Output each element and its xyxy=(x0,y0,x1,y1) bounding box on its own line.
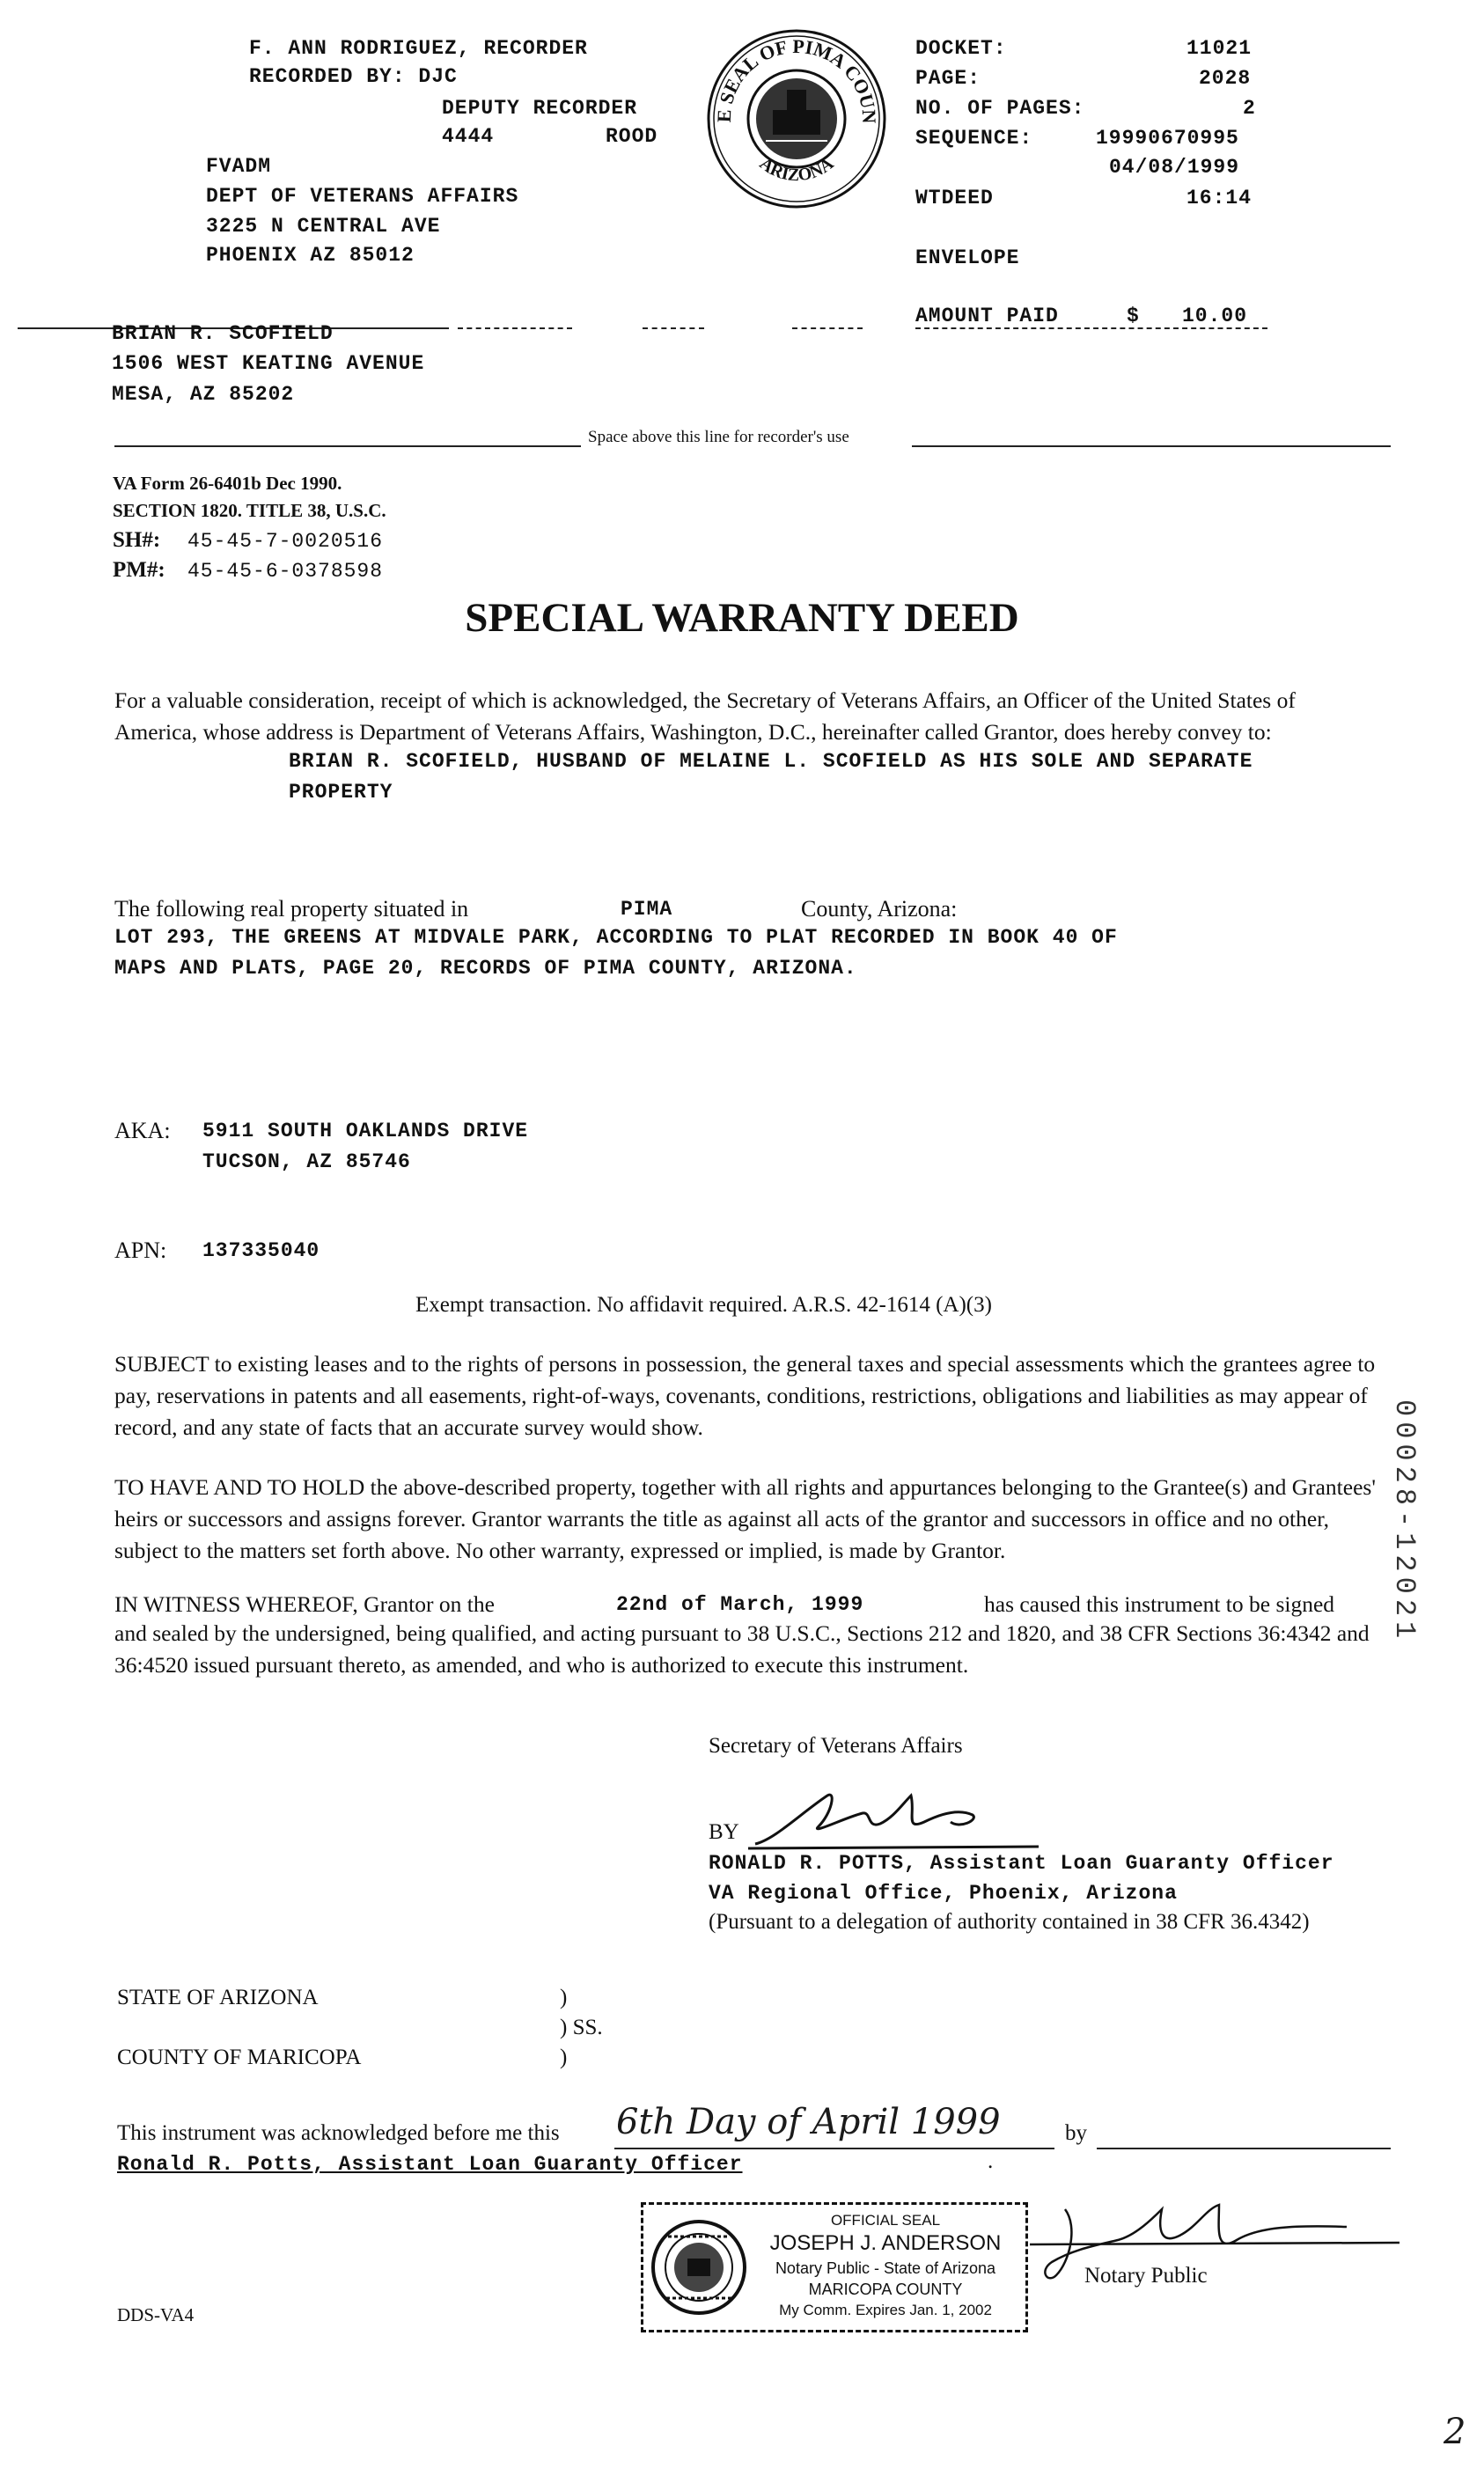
return-line-4: PHOENIX AZ 85012 xyxy=(206,244,415,267)
exempt-statement: Exempt transaction. No affidavit required. A.R.S. 42-1614 (A)(3) xyxy=(415,1293,992,1317)
grantee-address-line-1: BRIAN R. SCOFIELD xyxy=(112,322,334,345)
venue-ss: ) SS. xyxy=(560,2016,603,2039)
pages-label: NO. OF PAGES: xyxy=(915,97,1085,120)
page-value: 2028 xyxy=(1199,67,1252,90)
ack-date-handwritten: 6th Day of April 1999 xyxy=(616,2102,1001,2142)
grantee-address-line-2: 1506 WEST KEATING AVENUE xyxy=(112,352,425,375)
va-form-number: VA Form 26-6401b Dec 1990. xyxy=(113,473,342,494)
envelope-label: ENVELOPE xyxy=(915,246,1020,269)
grantee-line-2: PROPERTY xyxy=(289,781,393,804)
witness-date: 22nd of March, 1999 xyxy=(616,1593,864,1616)
seal-line-3: My Comm. Expires Jan. 1, 2002 xyxy=(779,2302,992,2318)
venue-state: STATE OF ARIZONA xyxy=(117,1986,319,2009)
habendum-paragraph: TO HAVE AND TO HOLD the above-described property, together with all rights and appurtances belonging to the Grantee(s) and Grantees' heirs or successors and assigns forever. Grantor warrants the title as against all acts of the grantor and successors in office and no other, subject to the matters set forth above. No other warranty, expressed or implied, is made by Grantor. xyxy=(114,1474,1376,1563)
signer-name-title: RONALD R. POTTS, Assistant Loan Guaranty Officer xyxy=(709,1852,1334,1875)
notary-public-label: Notary Public xyxy=(1084,2264,1208,2288)
arizona-state-seal-graphic xyxy=(650,2210,747,2325)
aka-line-1: 5911 SOUTH OAKLANDS DRIVE xyxy=(202,1120,529,1142)
delegation-note: (Pursuant to a delegation of authority contained in 38 CFR 36.4342) xyxy=(709,1910,1310,1934)
docket-label: DOCKET: xyxy=(915,37,1007,60)
amount-currency: $ xyxy=(1127,305,1140,327)
pm-label: PM#: xyxy=(113,558,165,582)
county-seal xyxy=(704,26,889,211)
recorder-use-rule-left xyxy=(114,445,581,447)
venue-paren-1: ) xyxy=(560,1986,568,2009)
sequence-value: 19990670995 xyxy=(1096,127,1239,150)
return-line-3: 3225 N CENTRAL AVE xyxy=(206,215,441,238)
signer-office: VA Regional Office, Phoenix, Arizona xyxy=(709,1882,1178,1905)
deputy-recorder: DEPUTY RECORDER xyxy=(442,97,638,120)
pm-value: 45-45-6-0378598 xyxy=(187,560,384,583)
seal-line-1: Notary Public - State of Arizona xyxy=(775,2259,996,2277)
page-mark: 2 xyxy=(1444,2412,1466,2452)
pages-value: 2 xyxy=(1243,97,1256,120)
header-rule-dash-3 xyxy=(792,327,863,329)
legal-description-line-1: LOT 293, THE GREENS AT MIDVALE PARK, ACCORDING TO PLAT RECORDED IN BOOK 40 OF xyxy=(114,926,1118,949)
recorder-use-rule-right xyxy=(912,445,1391,447)
recorder-code-1: 4444 xyxy=(442,125,495,148)
witness-prefix: IN WITNESS WHEREOF, Grantor on the xyxy=(114,1591,495,1617)
property-county: PIMA xyxy=(621,898,673,921)
grantee-address-line-3: MESA, AZ 85202 xyxy=(112,383,295,406)
record-time: 16:14 xyxy=(1186,187,1253,209)
amount-value: 10.00 xyxy=(1182,305,1248,327)
recorded-by: RECORDED BY: DJC xyxy=(249,65,458,88)
return-line-1: FVADM xyxy=(206,155,272,178)
header-rule-dash-2 xyxy=(643,327,704,329)
legal-description-line-2: MAPS AND PLATS, PAGE 20, RECORDS OF PIMA COUNTY, ARIZONA. xyxy=(114,957,857,980)
venue-county: COUNTY OF MARICOPA xyxy=(117,2046,362,2069)
apn-label: APN: xyxy=(114,1238,167,1263)
seal-text-bottom: ARIZONA xyxy=(755,153,838,186)
grantee-line-1: BRIAN R. SCOFIELD, HUSBAND OF MELAINE L. SCOFIELD AS HIS SOLE AND SEPARATE xyxy=(289,750,1253,773)
statute-section: SECTION 1820. TITLE 38, U.S.C. xyxy=(113,500,386,521)
ack-name: Ronald R. Potts, Assistant Loan Guaranty Officer xyxy=(117,2153,743,2176)
header-rule-dash-4 xyxy=(915,327,1267,329)
seal-text-top: E SEAL OF PIMA COUN xyxy=(712,34,881,124)
recorder-code-2: ROOD xyxy=(606,125,658,148)
secretary-title: Secretary of Veterans Affairs xyxy=(709,1734,963,1758)
notary-seal xyxy=(641,2202,1028,2332)
seal-title: OFFICIAL SEAL xyxy=(830,2212,941,2229)
side-stamp: 00028-12021 xyxy=(1388,1399,1421,1644)
sequence-label: SEQUENCE: xyxy=(915,127,1033,150)
ack-by: by xyxy=(1065,2121,1087,2145)
witness-suffix: has caused this instrument to be signed xyxy=(984,1591,1335,1617)
aka-label: AKA: xyxy=(114,1118,171,1143)
ack-prefix: This instrument was acknowledged before me this xyxy=(117,2121,560,2145)
seal-notary-name: JOSEPH J. ANDERSON xyxy=(769,2231,1002,2255)
property-county-suffix: County, Arizona: xyxy=(801,896,958,922)
recorder-name: F. ANN RODRIGUEZ, RECORDER xyxy=(249,37,588,60)
form-code: DDS-VA4 xyxy=(117,2304,195,2325)
return-line-2: DEPT OF VETERANS AFFAIRS xyxy=(206,185,519,208)
recorder-use-label: Space above this line for recorder's use xyxy=(588,428,849,446)
amount-label: AMOUNT PAID xyxy=(915,305,1059,327)
document-title: SPECIAL WARRANTY DEED xyxy=(465,595,1019,641)
sh-value: 45-45-7-0020516 xyxy=(187,530,384,553)
property-intro: The following real property situated in xyxy=(114,896,469,922)
seal-line-2: MARICOPA COUNTY xyxy=(808,2281,963,2298)
header-rule-dash xyxy=(458,327,572,329)
witness-rest: and sealed by the undersigned, being qualified, and acting pursuant to 38 U.S.C., Sections 212 and 1820, and 38 CFR Sections 36:4342 and 36:4520 issued pursuant thereto, as amended, and who is authorized to execute this instrument. xyxy=(114,1620,1370,1678)
ack-by-rule xyxy=(1097,2148,1391,2149)
subject-paragraph: SUBJECT to existing leases and to the rights of persons in possession, the general taxes and special assessments which the grantees agree to pay, reservations in patents and all easements, right-of-ways, covenants, conditions, restrictions, obligations and liabilities as may appear of record, and any state of facts that an accurate survey would show. xyxy=(114,1351,1376,1440)
apn-value: 137335040 xyxy=(202,1239,320,1262)
consideration-text: For a valuable consideration, receipt of which is acknowledged, the Secretary of Veterans Affairs, an Officer of the United States of America, whose address is Department of Veterans Affairs, Washington, D.C., hereinafter called Grantor, does hereby convey to: xyxy=(114,687,1296,745)
doc-type: WTDEED xyxy=(915,187,994,209)
by-label: BY xyxy=(709,1820,739,1844)
ack-period: . xyxy=(988,2149,994,2173)
page-label: PAGE: xyxy=(915,67,981,90)
docket-value: 11021 xyxy=(1186,37,1253,60)
sh-label: SH#: xyxy=(113,528,161,552)
grantor-signature xyxy=(748,1778,1039,1853)
venue-paren-2: ) xyxy=(560,2046,568,2069)
record-date: 04/08/1999 xyxy=(1109,156,1240,179)
county-seal-graphic xyxy=(704,26,889,211)
aka-line-2: TUCSON, AZ 85746 xyxy=(202,1150,411,1173)
